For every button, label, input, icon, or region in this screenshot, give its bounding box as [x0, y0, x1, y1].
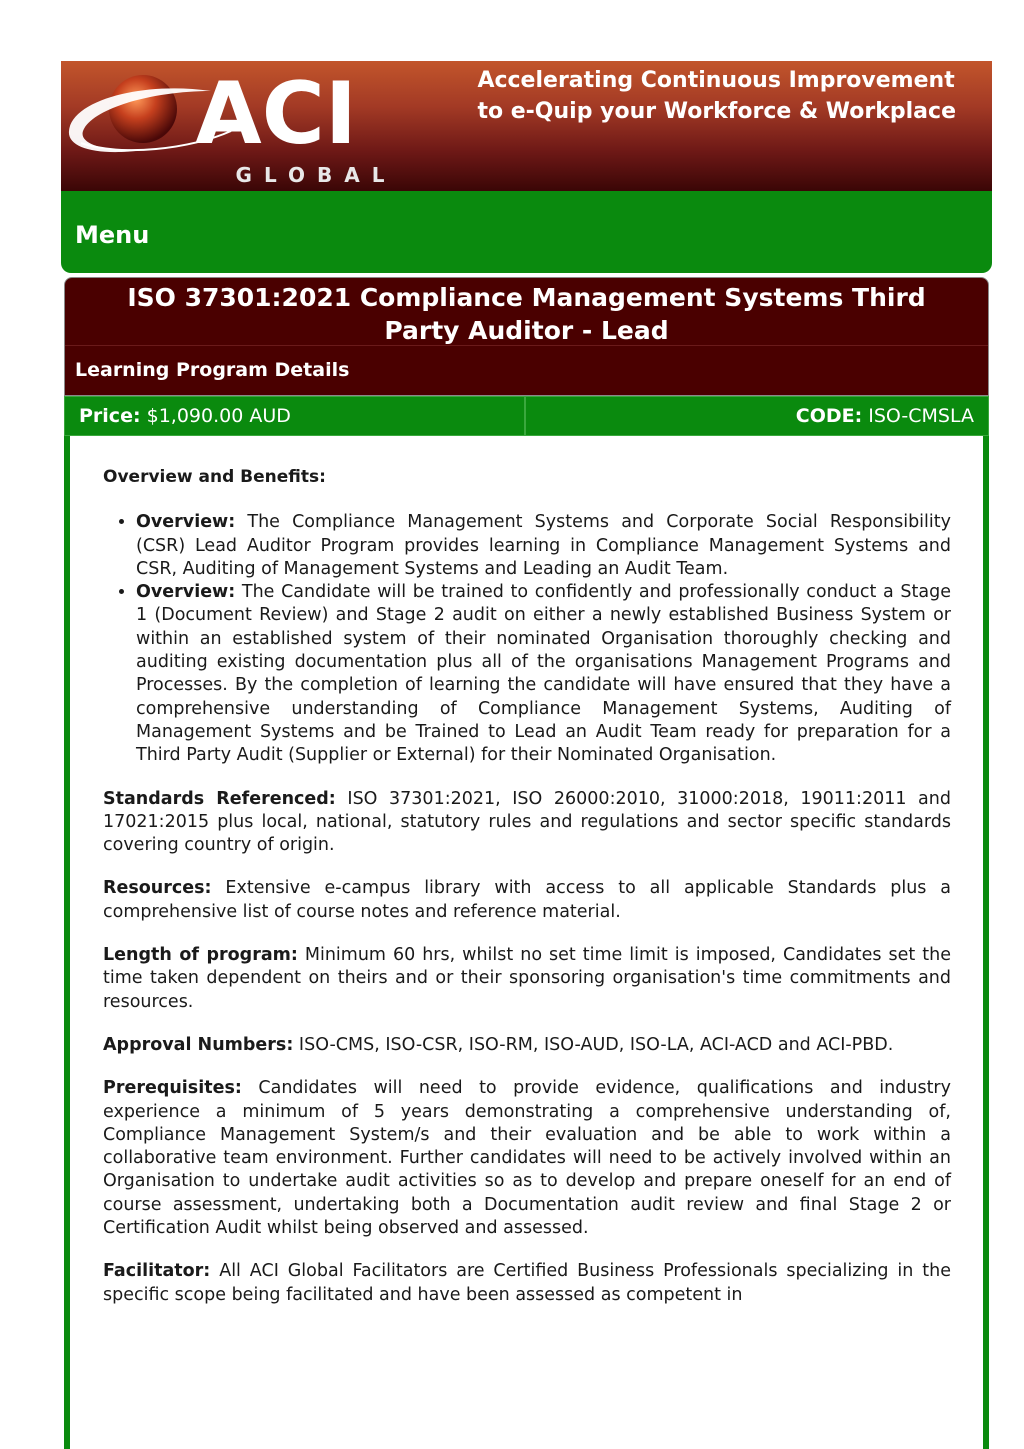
- standards-label: Standards Referenced:: [103, 788, 336, 809]
- code-value: ISO-CMSLA: [868, 405, 974, 427]
- site-header: [61, 61, 992, 191]
- facilitator-paragraph: [103, 1260, 951, 1307]
- menu-bar[interactable]: [61, 191, 992, 273]
- resources-label: Resources:: [103, 878, 212, 899]
- code-label: CODE:: [795, 405, 863, 427]
- aci-global-logo[interactable]: [61, 61, 406, 191]
- price-cell: [64, 396, 525, 436]
- list-item: [136, 581, 951, 767]
- overview-label: Overview:: [136, 582, 236, 603]
- approval-label: Approval Numbers:: [103, 1034, 294, 1055]
- prerequisites-paragraph: [103, 1077, 951, 1240]
- approval-paragraph: [103, 1034, 951, 1057]
- length-paragraph: [103, 944, 951, 1014]
- learning-program-details-heading: Learning Program Details: [75, 359, 350, 381]
- course-details-panel: [64, 436, 989, 1449]
- standards-paragraph: [103, 788, 951, 858]
- title-divider: [65, 345, 988, 346]
- course-title: ISO 37301:2021 Compliance Management Systems Third Party Auditor - Lead: [127, 283, 926, 345]
- overview-text: The Candidate will be trained to confidently and professionally conduct a Stage 1 (Document Review) and Stage 2 audit on either a newly established Business System or within an established system of their nominated Organisation thoroughly checking and auditing existing documentation plus all of the organisations Management Programs and Processes. By the completion of learning the candidate will have ensured that they have a comprehensive understanding of Compliance Management Systems, Auditing of Management Systems and be Trained to Lead an Audit Team ready for preparation for a Third Party Audit (Supplier or External) for their Nominated Organisation.: [136, 582, 951, 766]
- code-cell: [525, 396, 989, 436]
- price-value: $1,090.00 AUD: [146, 405, 291, 427]
- price-label: Price:: [79, 405, 141, 427]
- logo-letters: ACI: [195, 64, 357, 164]
- site-tagline: [477, 65, 956, 127]
- menu-toggle[interactable]: Menu: [75, 221, 150, 249]
- tagline-line-2: to e-Quip your Workforce & Workplace: [477, 99, 956, 124]
- length-label: Length of program:: [103, 945, 298, 966]
- overview-text: The Compliance Management Systems and Corporate Social Responsibility (CSR) Lead Auditor Program provides learning in Compliance Management Systems and CSR, Auditing of Management Systems and Leading an Audit Team.: [136, 512, 951, 579]
- logo-subtext: GLOBAL: [235, 163, 397, 187]
- prerequisites-text: Candidates will need to provide evidence, qualifications and industry experience a minimum of 5 years demonstrating a comprehensive understanding of, Compliance Management System/s and their evaluation and be able to work within a collaborative team environment. Further candidates will need to be actively involved within an Organisation to undertake audit activities so as to develop and prepare oneself for an end of course assessment, undertaking both a Documentation audit review and final Stage 2 or Certification Audit whilst being observed and assessed.: [103, 1078, 951, 1239]
- overview-label: Overview:: [136, 512, 236, 533]
- list-item: [136, 511, 951, 581]
- overview-list: [103, 511, 951, 767]
- prerequisites-label: Prerequisites:: [103, 1078, 242, 1099]
- length-text: Minimum 60 hrs, whilst no set time limit is imposed, Candidates set the time taken dependent on theirs and or their sponsoring organisation's time commitments and resources.: [103, 945, 951, 1012]
- tagline-line-1: Accelerating Continuous Improvement: [477, 68, 955, 93]
- course-details-body: [103, 466, 951, 1327]
- facilitator-label: Facilitator:: [103, 1261, 211, 1282]
- price-code-row: [64, 396, 989, 436]
- resources-text: Extensive e-campus library with access to all applicable Standards plus a comprehensive list of course notes and reference material.: [103, 878, 951, 922]
- resources-paragraph: [103, 877, 951, 924]
- approval-text: ISO-CMS, ISO-CSR, ISO-RM, ISO-AUD, ISO-LA, ACI-ACD and ACI-PBD.: [298, 1034, 894, 1055]
- overview-heading: Overview and Benefits:: [103, 467, 326, 487]
- standards-text: ISO 37301:2021, ISO 26000:2010, 31000:2018, 19011:2011 and 17021:2015 plus local, national, statutory rules and regulations and sector specific standards covering country of origin.: [103, 788, 951, 856]
- facilitator-text: All ACI Global Facilitators are Certified Business Professionals specializing in the specific scope being facilitated and have been assessed as competent in: [103, 1261, 951, 1305]
- course-title-panel: [64, 277, 989, 396]
